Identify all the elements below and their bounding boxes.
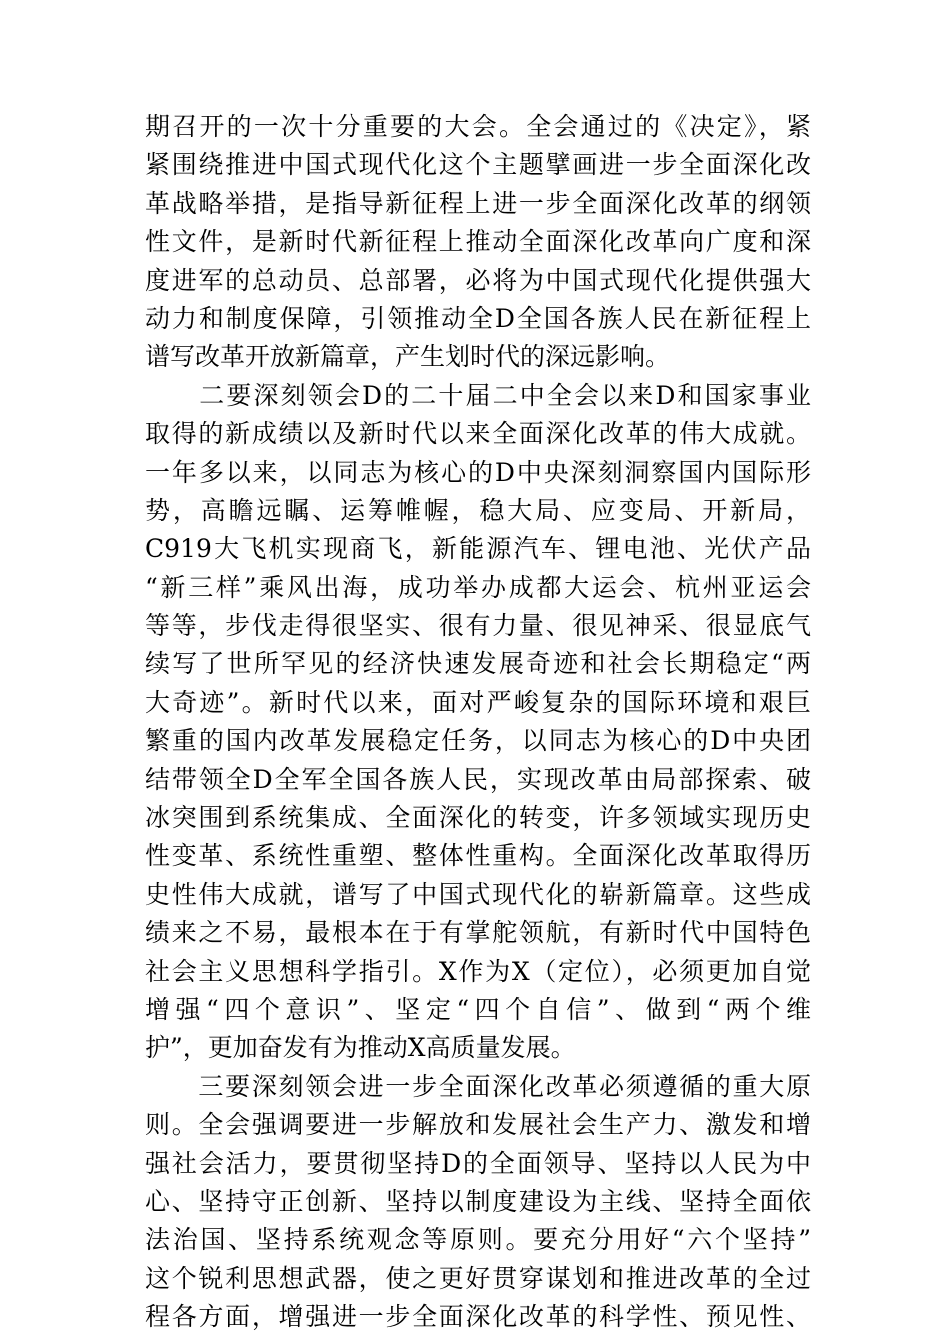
- body-text: [145, 108, 811, 1337]
- text-line: 史性伟大成就，谱写了中国式现代化的崭新篇章。这些成: [145, 879, 811, 909]
- text-line: 程各方面，增强进一步全面深化改革的科学性、预见性、: [145, 1302, 811, 1332]
- text-line: 繁重的国内改革发展稳定任务，以同志为核心的D中央团: [145, 726, 811, 756]
- text-line: 性文件，是新时代新征程上推动全面深化改革向广度和深: [145, 227, 811, 257]
- text-line: 一年多以来，以同志为核心的D中央深刻洞察国内国际形: [145, 457, 811, 487]
- text-line: 法治国、坚持系统观念等原则。要充分用好“六个坚持”: [145, 1225, 811, 1255]
- text-line: 取得的新成绩以及新时代以来全面深化改革的伟大成就。: [145, 419, 811, 449]
- text-line: 强社会活力，要贯彻坚持D的全面领导、坚持以人民为中: [145, 1148, 811, 1178]
- text-line: 则。全会强调要进一步解放和发展社会生产力、激发和增: [145, 1110, 811, 1140]
- text-line: 等等，步伐走得很坚实、很有力量、很见神采、很显底气: [145, 611, 811, 641]
- text-line: 续写了世所罕见的经济快速发展奇迹和社会长期稳定“两: [145, 649, 811, 679]
- text-line: 心、坚持守正创新、坚持以制度建设为主线、坚持全面依: [145, 1186, 811, 1216]
- text-line: 大奇迹”。新时代以来，面对严峻复杂的国际环境和艰巨: [145, 687, 811, 717]
- text-line: C919大飞机实现商飞，新能源汽车、锂电池、光伏产品: [145, 534, 811, 564]
- text-line: 这个锐利思想武器，使之更好贯穿谋划和推进改革的全过: [145, 1263, 811, 1293]
- text-line: 护”，更加奋发有为推动X高质量发展。: [145, 1033, 576, 1063]
- text-line: 绩来之不易，最根本在于有掌舵领航，有新时代中国特色: [145, 918, 811, 948]
- text-line: 期召开的一次十分重要的大会。全会通过的《决定》，紧: [145, 112, 811, 141]
- text-line: 结带领全D全军全国各族人民，实现改革由局部探索、破: [145, 764, 811, 794]
- text-line: 动力和制度保障，引领推动全D全国各族人民在新征程上: [145, 303, 811, 333]
- text-line: 增强“四个意识”、坚定“四个自信”、做到“两个维: [145, 994, 811, 1024]
- text-line: 三要深刻领会进一步全面深化改革必须遵循的重大原: [145, 1071, 811, 1101]
- text-line: 革战略举措，是指导新征程上进一步全面深化改革的纲领: [145, 188, 811, 218]
- text-line: 谱写改革开放新篇章，产生划时代的深远影响。: [145, 342, 671, 372]
- text-line: 势，高瞻远瞩、运筹帷幄，稳大局、应变局、开新局，: [145, 495, 811, 525]
- text-line: “新三样”乘风出海，成功举办成都大运会、杭州亚运会: [145, 572, 811, 602]
- text-line: 紧围绕推进中国式现代化这个主题擘画进一步全面深化改: [145, 150, 811, 180]
- text-line: 冰突围到系统集成、全面深化的转变，许多领域实现历史: [145, 803, 811, 833]
- text-line: 度进军的总动员、总部署，必将为中国式现代化提供强大: [145, 265, 811, 295]
- text-line: 二要深刻领会D的二十届二中全会以来D和国家事业: [145, 380, 811, 410]
- text-line: 性变革、系统性重塑、整体性重构。全面深化改革取得历: [145, 841, 811, 871]
- text-line: 社会主义思想科学指引。X作为X（定位），必须更加自觉: [145, 956, 811, 986]
